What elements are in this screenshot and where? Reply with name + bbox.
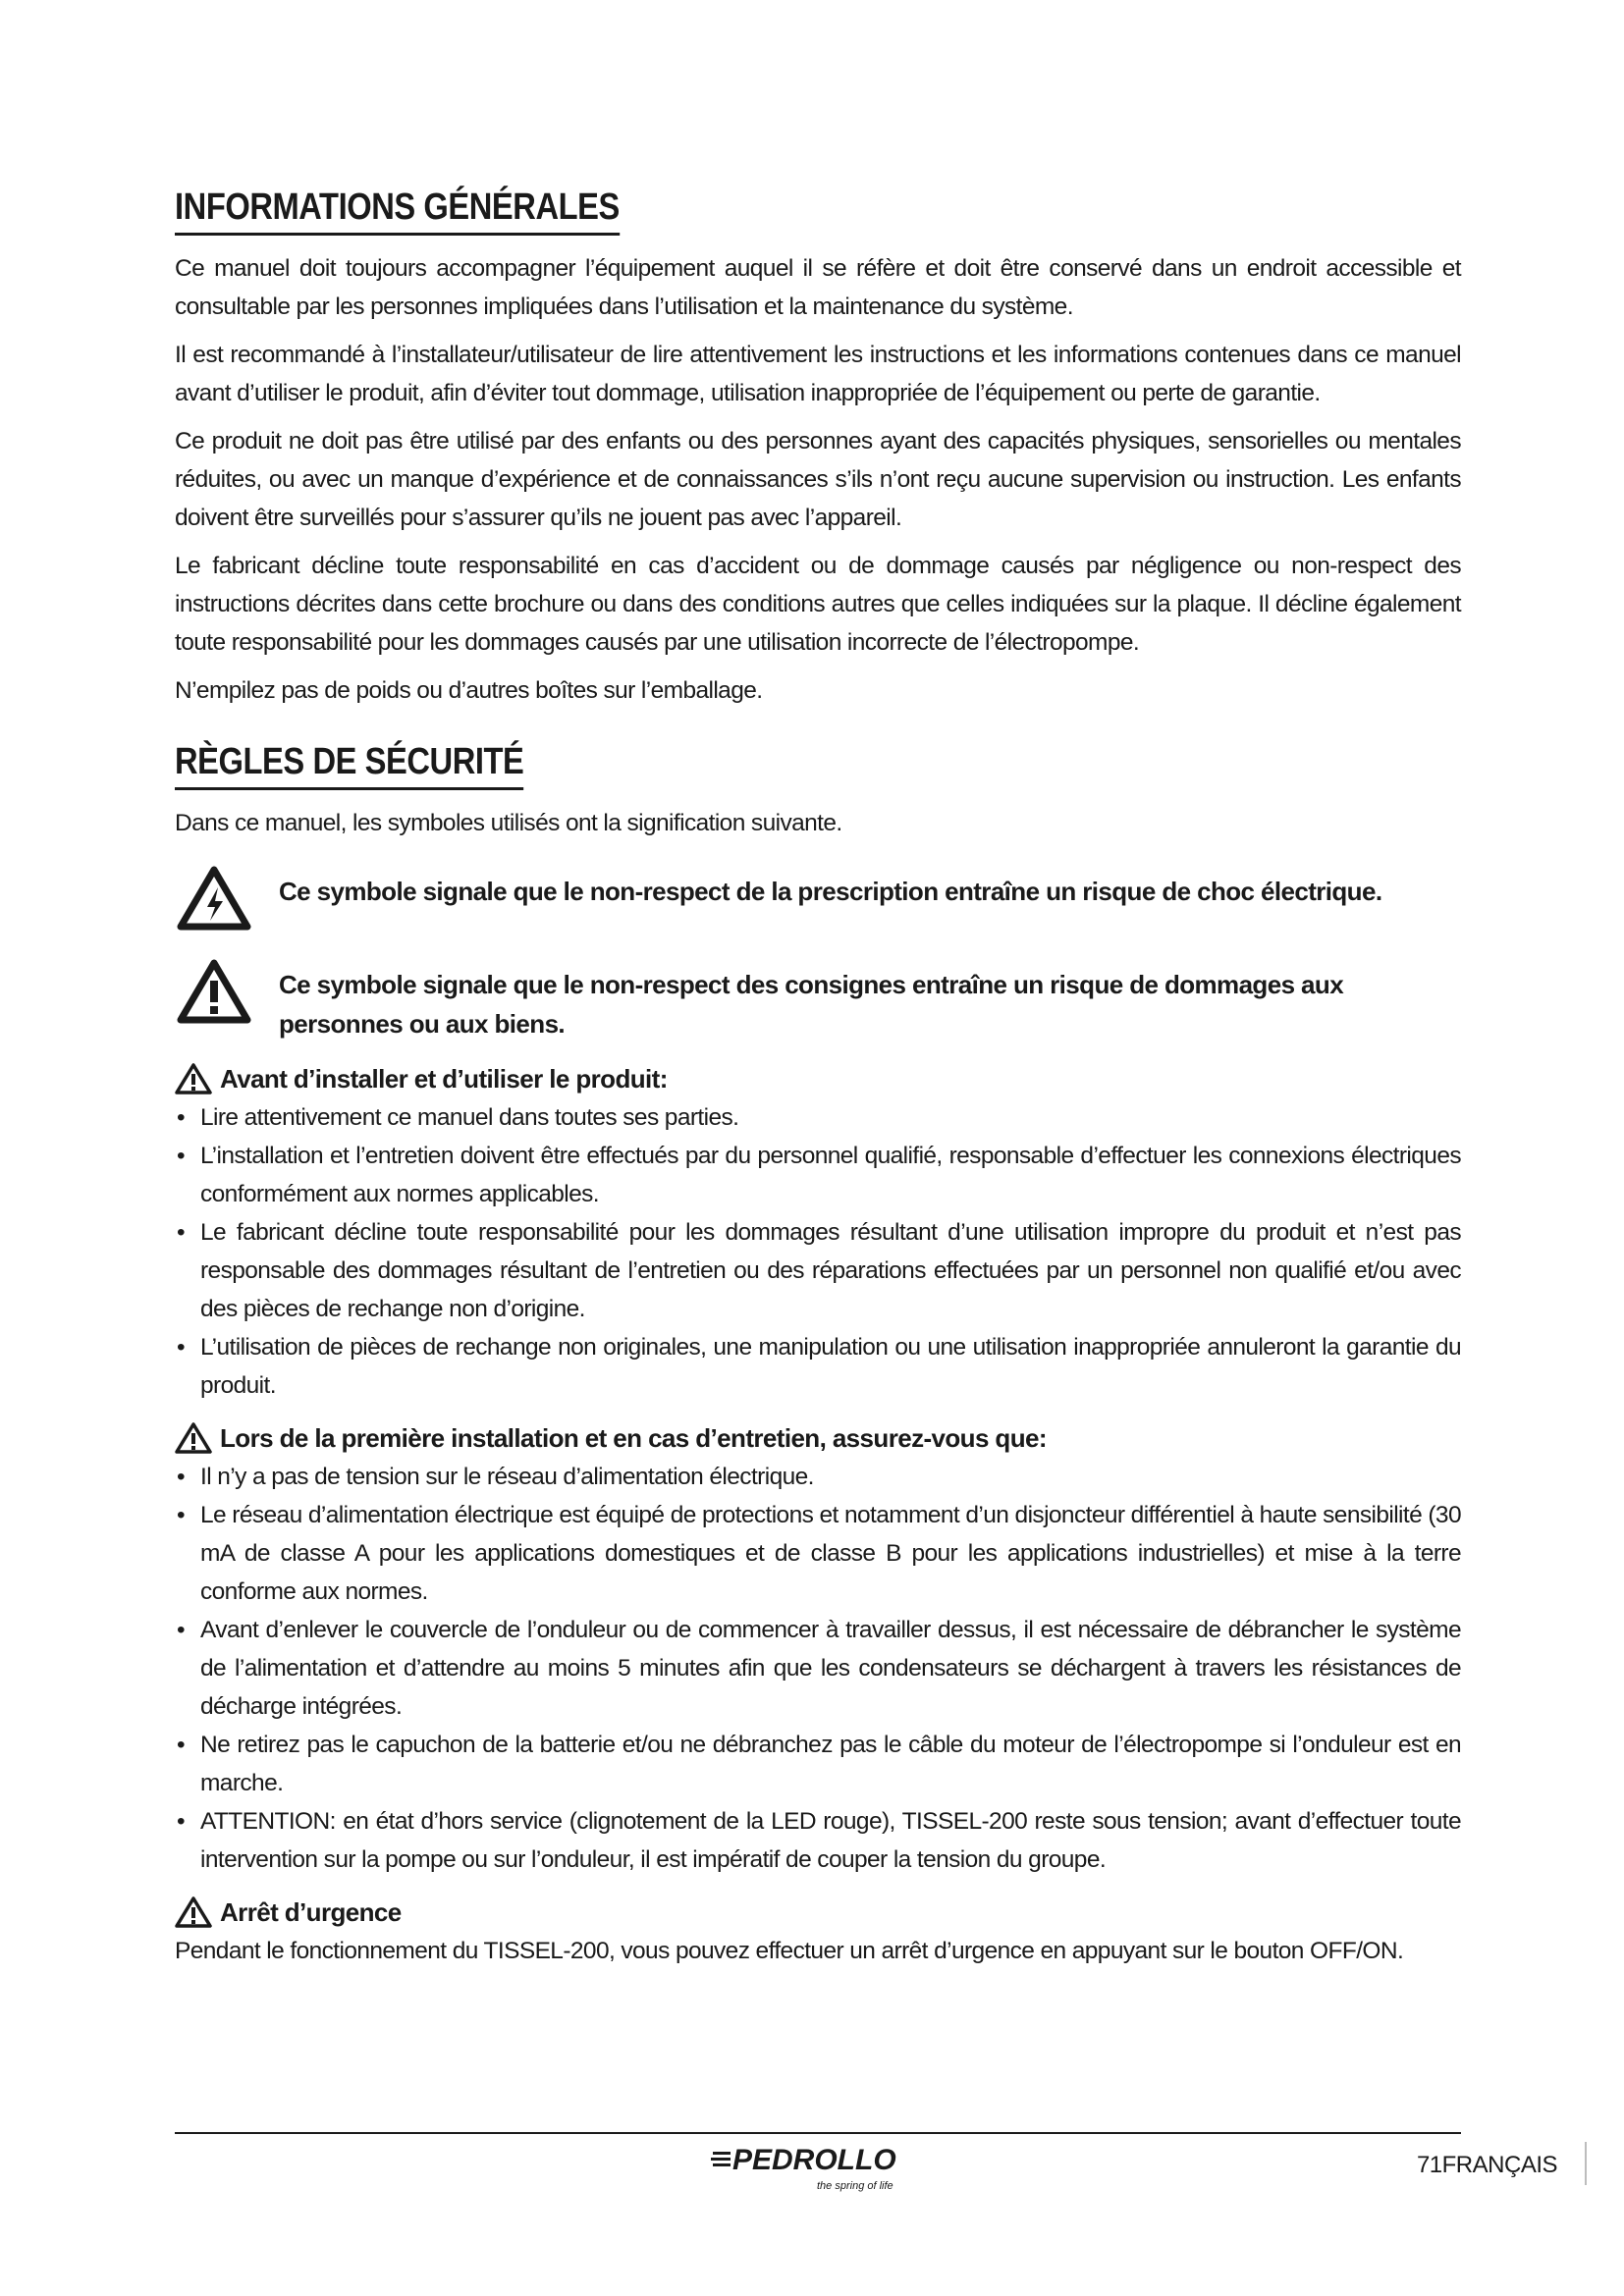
warning-icon — [175, 1896, 212, 1928]
logo-tagline: the spring of life — [817, 2180, 893, 2192]
symbol-general-text: Ce symbole signale que le non-respect des consignes entraîne un risque de dommages aux personnes ou aux biens. — [279, 970, 1344, 1039]
paragraph: Le fabricant décline toute responsabilité en cas d’accident ou de dommage causés par négligence ou non-respect des instructions décrites dans cette brochure ou dans des conditions autres que celles indiquées sur la plaque. Il décline également toute responsabilité pour les dommages causés par une utilisation incorrecte de l’électropompe. — [175, 553, 1461, 656]
list-item: • Il n’y a pas de tension sur le réseau d’alimentation électrique. — [175, 1458, 1461, 1496]
before-install-heading-text: Avant d’installer et d’utiliser le produit: — [220, 1064, 668, 1094]
emergency-text: Pendant le fonctionnement du TISSEL-200, vous pouvez effectuer un arrêt d’urgence en appuyant sur le bouton OFF/ON. — [175, 1938, 1404, 1964]
list-item: • Le fabricant décline toute responsabilité pour les dommages résultant d’une utilisation impropre du produit et n’est pas responsable des dommages résultant de l’entretien ou des réparations effectuées par un personnel non qualifié et/ou avec des pièces de rechange non d’origine. — [175, 1213, 1461, 1328]
first-install-heading — [175, 1418, 1461, 1458]
list-item: • Avant d’enlever le couvercle de l’onduleur ou de commencer à travailler dessus, il est nécessaire de débrancher le système de l’alimentation et d’attendre au moins 5 minutes afin que les condensateurs se déchargent à travers les résistances de décharge intégrées. — [175, 1611, 1461, 1726]
side-marker — [1585, 2142, 1587, 2185]
before-install-heading — [175, 1059, 1461, 1098]
general-warning-icon — [177, 959, 251, 1024]
page-number: 71FRANÇAIS — [1416, 2152, 1557, 2178]
first-install-heading-text: Lors de la première installation et en cas d’entretien, assurez-vous que: — [220, 1423, 1047, 1453]
pedrollo-logo — [709, 2138, 915, 2199]
logo-text: PEDROLLO — [732, 2144, 896, 2176]
section-title-general: INFORMATIONS GÉNÉRALES — [175, 187, 620, 236]
section-title-safety: RÈGLES DE SÉCURITÉ — [175, 741, 523, 790]
first-install-list — [175, 1458, 1461, 1879]
warning-icon — [175, 1063, 212, 1095]
emergency-heading-text: Arrêt d’urgence — [220, 1897, 402, 1927]
symbol-general-row — [175, 959, 1461, 1043]
page-content — [175, 187, 1461, 1980]
emergency-heading — [175, 1893, 1461, 1932]
paragraph: Ce produit ne doit pas être utilisé par des enfants ou des personnes ayant des capacités physiques, sensorielles ou mentales réduites, ou avec un manque d’expérience et de connaissances s’ils n’ont reçu aucune supervision ou instruction. Les enfants doivent être surveillés pour s’assurer qu’ils ne jouent pas avec l’appareil. — [175, 428, 1461, 531]
list-item: • ATTENTION: en état d’hors service (clignotement de la LED rouge), TISSEL-200 reste sous tension; avant d’effectuer toute intervention sur la pompe ou sur l’onduleur, il est impératif de couper la tension du groupe. — [175, 1802, 1461, 1879]
safety-intro: Dans ce manuel, les symboles utilisés ont la signification suivante. — [175, 810, 842, 836]
symbol-electric-text: Ce symbole signale que le non-respect de la prescription entraîne un risque de choc électrique. — [279, 877, 1382, 906]
list-item: • Ne retirez pas le capuchon de la batterie et/ou ne débranchez pas le câble du moteur de l’électropompe si l’onduleur est en marche. — [175, 1726, 1461, 1802]
symbol-electric-row — [175, 866, 1461, 935]
before-install-list — [175, 1098, 1461, 1405]
paragraph: N’empilez pas de poids ou d’autres boîtes sur l’emballage. — [175, 677, 763, 704]
list-item: • Le réseau d’alimentation électrique est équipé de protections et notamment d’un disjoncteur différentiel à haute sensibilité (30 mA de classe A pour les applications domestiques et de classe B pour les applications industrielles) et mise à la terre conforme aux normes. — [175, 1496, 1461, 1611]
electric-warning-icon — [177, 866, 251, 931]
list-item: • L’installation et l’entretien doivent être effectués par du personnel qualifié, responsable d’effectuer les connexions électriques conformément aux normes applicables. — [175, 1137, 1461, 1213]
warning-icon — [175, 1422, 212, 1454]
list-item: • Lire attentivement ce manuel dans toutes ses parties. — [175, 1098, 1461, 1137]
paragraph: Il est recommandé à l’installateur/utilisateur de lire attentivement les instructions et les informations contenues dans ce manuel avant d’utiliser le produit, afin d’éviter tout dommage, utilisation inappropriée de l’équipement ou perte de garantie. — [175, 342, 1461, 406]
footer-divider — [175, 2132, 1461, 2134]
list-item: • L’utilisation de pièces de rechange non originales, une manipulation ou une utilisation inappropriée annuleront la garantie du produit. — [175, 1328, 1461, 1405]
paragraph: Ce manuel doit toujours accompagner l’équipement auquel il se réfère et doit être conservé dans un endroit accessible et consultable par les personnes impliquées dans l’utilisation et la maintenance du système. — [175, 255, 1461, 320]
